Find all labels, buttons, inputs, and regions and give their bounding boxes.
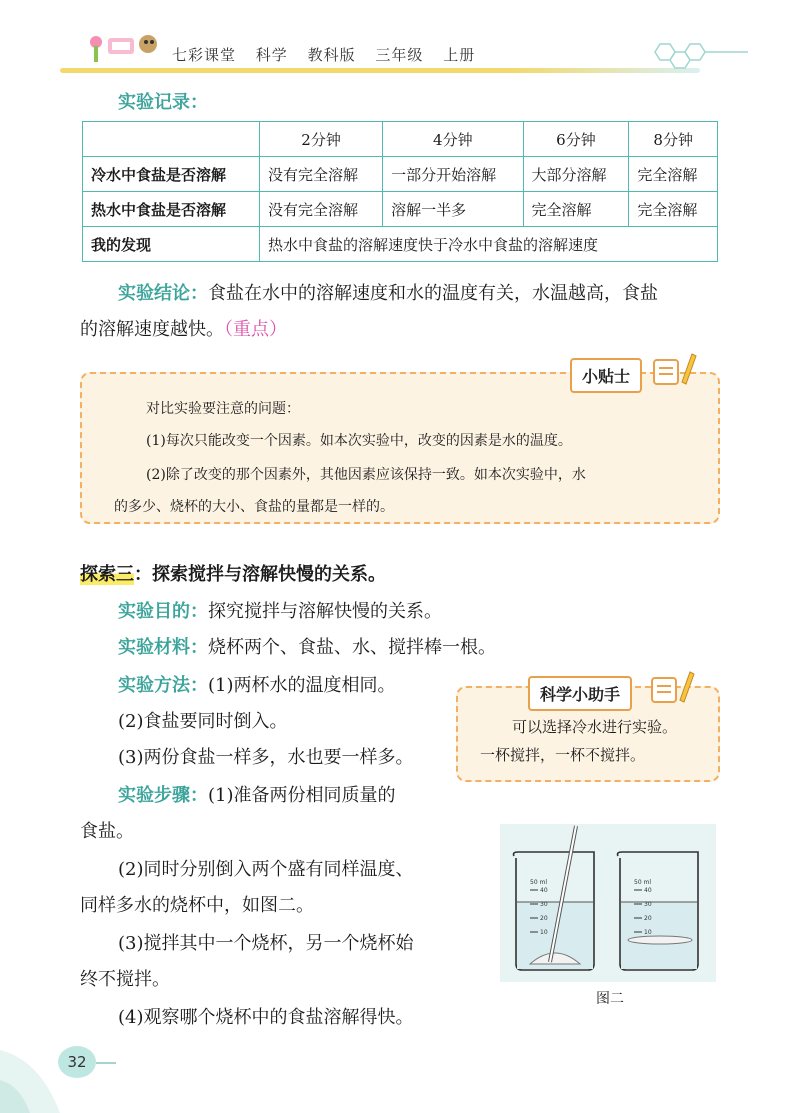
row-label: 冷水中食盐是否溶解 (83, 157, 260, 192)
table-cell: 完全溶解 (523, 192, 629, 227)
table-header-cell: 6分钟 (523, 122, 629, 157)
header-edition: 教科版 (307, 46, 356, 64)
step-2a: (2)同时分别倒入两个盛有同样温度、 (118, 859, 414, 880)
materials-line (118, 630, 496, 666)
table-header-cell: 2分钟 (260, 122, 383, 157)
beakers-illustration (500, 824, 716, 982)
beaker-tick: 40 (644, 887, 652, 894)
method-line-1 (118, 668, 396, 704)
row-label: 我的发现 (83, 227, 260, 262)
table-header-cell: 4分钟 (383, 122, 523, 157)
beaker-tick: 20 (540, 915, 548, 922)
materials-text: 烧杯两个、食盐、水、搅拌棒一根。 (208, 637, 496, 658)
section-title-rest: ：探索搅拌与溶解快慢的关系。 (134, 564, 386, 585)
method-line-3: (3)两份食盐一样多，水也要一样多。 (118, 747, 414, 768)
section-title (80, 560, 386, 586)
section-title-highlight: 探索三 (80, 564, 134, 585)
tip-intro: 对比实验要注意的问题： (146, 401, 300, 417)
record-title: 实验记录： (118, 92, 208, 113)
table-cell: 完全溶解 (629, 157, 718, 192)
beaker-volume-mark: 50 ml (634, 879, 652, 886)
table-cell: 没有完全溶解 (260, 157, 383, 192)
table-row (83, 227, 718, 262)
beaker-figure (500, 824, 716, 982)
step-3b: 终不搅拌。 (80, 969, 170, 990)
purpose-line (118, 594, 442, 630)
table-header-cell (83, 122, 260, 157)
beaker-volume-mark: 50 ml (530, 879, 548, 886)
beaker-tick: 30 (540, 901, 548, 908)
step-2b: 同样多水的烧杯中，如图二。 (80, 895, 314, 916)
header-subject: 科学 (255, 46, 288, 64)
table-cell: 溶解一半多 (383, 192, 523, 227)
tip-point-1: (1)每次只能改变一个因素。如本次实验中，改变的因素是水的温度。 (146, 433, 572, 449)
beaker-tick: 10 (644, 929, 652, 936)
step-1b: 食盐。 (80, 821, 134, 842)
page-number-rule (96, 1062, 116, 1064)
header-volume: 上册 (443, 46, 476, 64)
tip-badge (570, 358, 642, 393)
tip-badge-label: 小贴士 (582, 367, 631, 386)
row-label: 热水中食盐是否溶解 (83, 192, 260, 227)
header-title (172, 44, 489, 65)
conclusion-line-2 (80, 312, 287, 348)
conclusion-label: 实验结论： (118, 283, 208, 304)
table-cell: 大部分溶解 (523, 157, 629, 192)
steps-label: 实验步骤： (118, 785, 208, 806)
step-4: (4)观察哪个烧杯中的食盐溶解得快。 (118, 1007, 414, 1028)
header-grade: 三年级 (375, 46, 424, 64)
materials-label: 实验材料： (118, 637, 208, 658)
header-logo-decoration (86, 28, 164, 66)
figure-caption: 图二 (596, 991, 624, 1007)
tip-point-2b: 的多少、烧杯的大小、食盐的量都是一样的。 (114, 499, 394, 515)
notepad-pencil-icon (652, 352, 698, 388)
method-label: 实验方法： (118, 675, 208, 696)
table-row (83, 157, 718, 192)
beaker-tick: 10 (540, 929, 548, 936)
beaker-tick: 20 (644, 915, 652, 922)
conclusion-text: 食盐在水中的溶解速度和水的温度有关，水温越高，食盐 (208, 283, 658, 304)
helper-badge (528, 676, 632, 711)
conclusion-text-2: 的溶解速度越快。 (80, 319, 224, 340)
table-header-cell: 8分钟 (629, 122, 718, 157)
helper-line-2: 一杯搅拌，一杯不搅拌。 (480, 746, 646, 764)
tip-box (80, 372, 720, 524)
helper-line-1: 可以选择冷水进行实验。 (512, 718, 678, 736)
helper-badge-label: 科学小助手 (540, 685, 621, 704)
key-point-marker: （重点） (224, 319, 287, 340)
finding-cell: 热水中食盐的溶解速度快于冷水中食盐的溶解速度 (260, 227, 718, 262)
table-row (83, 192, 718, 227)
record-table (82, 121, 718, 262)
method-text-1: (1)两杯水的温度相同。 (208, 675, 396, 696)
table-cell: 完全溶解 (629, 192, 718, 227)
page-number: 32 (58, 1046, 96, 1078)
purpose-text: 探究搅拌与溶解快慢的关系。 (208, 601, 442, 622)
beaker-tick: 30 (644, 901, 652, 908)
beaker-tick: 40 (540, 887, 548, 894)
conclusion-line-1 (118, 276, 728, 312)
table-header-row (83, 122, 718, 157)
step-3a: (3)搅拌其中一个烧杯，另一个烧杯始 (118, 933, 414, 954)
method-line-2: (2)食盐要同时倒入。 (118, 711, 288, 732)
step-1a: (1)准备两份相同质量的 (208, 785, 396, 806)
hexagon-decoration-icon (640, 36, 750, 76)
purpose-label: 实验目的： (118, 601, 208, 622)
header-series: 七彩课堂 (172, 46, 237, 64)
steps-line-1 (118, 778, 396, 814)
table-cell: 一部分开始溶解 (383, 157, 523, 192)
header-rule (60, 68, 700, 73)
notepad-pencil-icon (650, 670, 696, 706)
tip-point-2a: (2)除了改变的那个因素外，其他因素应该保持一致。如本次实验中，水 (146, 467, 586, 483)
table-cell: 没有完全溶解 (260, 192, 383, 227)
